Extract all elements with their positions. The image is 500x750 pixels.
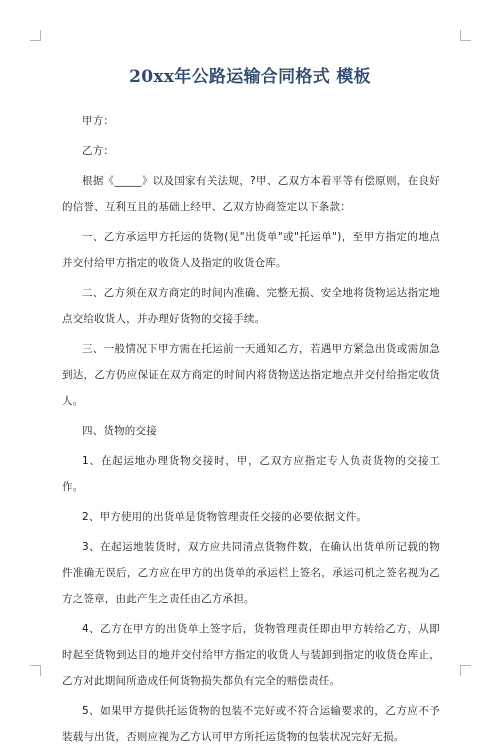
document-title: 20xx年公路运输合同格式 模板 xyxy=(129,67,371,87)
party-a-line: 甲方： xyxy=(82,115,115,127)
clause-4-item-4: 4、乙方在甲方的出货单上签字后，货物管理责任即由甲方转给乙方，从即时起至货物到达目的地并交付给甲方指定的收货人与装卸到指定的收货仓库止，乙方对此期间所造成任何货物损失都负有完全的赔偿责任。 xyxy=(62,623,440,687)
page-corner-mark-top-left xyxy=(30,30,41,41)
document-body xyxy=(62,108,440,750)
page-corner-mark-bottom-left xyxy=(30,665,41,676)
clause-4-item-2: 2、甲方使用的出货单是货物管理责任交接的必要依据文件。 xyxy=(82,511,368,523)
clause-3: 三、一般情况下甲方需在托运前一天通知乙方，若遇甲方紧急出货或需加急到达，乙方仍应保证在双方商定的时间内将货物送达指定地点并交付给指定收货人。 xyxy=(62,343,440,407)
clause-4-heading: 四、货物的交接 xyxy=(82,425,157,437)
clause-4-item-5: 5、如果甲方提供托运货物的包装不完好或不符合运输要求的，乙方应不予装载与出货，否则应视为乙方认可甲方所托运货物的包装状况完好无损。 xyxy=(62,705,440,743)
page-corner-mark-bottom-right xyxy=(460,665,471,676)
preamble-paragraph: 根据《_____》以及国家有关法规，?甲、乙双方本着平等有偿原则，在良好的信誉、互利互且的基础上经甲、乙双方协商签定以下条款： xyxy=(62,175,440,213)
clause-2: 二、乙方须在双方商定的时间内准确、完整无损、安全地将货物运达指定地点交给收货人，并办理好货物的交接手续。 xyxy=(62,287,440,325)
clause-4-item-3: 3、在起运地装货时，双方应共同清点货物件数，在确认出货单所记载的物件准确无误后，乙方应在甲方的出货单的承运栏上签名，承运司机之签名视为乙方之签章，由此产生之责任由乙方承担。 xyxy=(62,541,440,605)
party-b-line: 乙方： xyxy=(82,145,115,157)
clause-1: 一、乙方承运甲方托运的货物(见"出货单"或"托运单")，至甲方指定的地点并交付给甲方指定的收货人及指定的收货仓库。 xyxy=(62,231,440,269)
page-corner-mark-top-right xyxy=(460,30,471,41)
clause-4-item-1: 1、在起运地办理货物交接时，甲，乙双方应指定专人负责货物的交接工作。 xyxy=(62,455,440,493)
